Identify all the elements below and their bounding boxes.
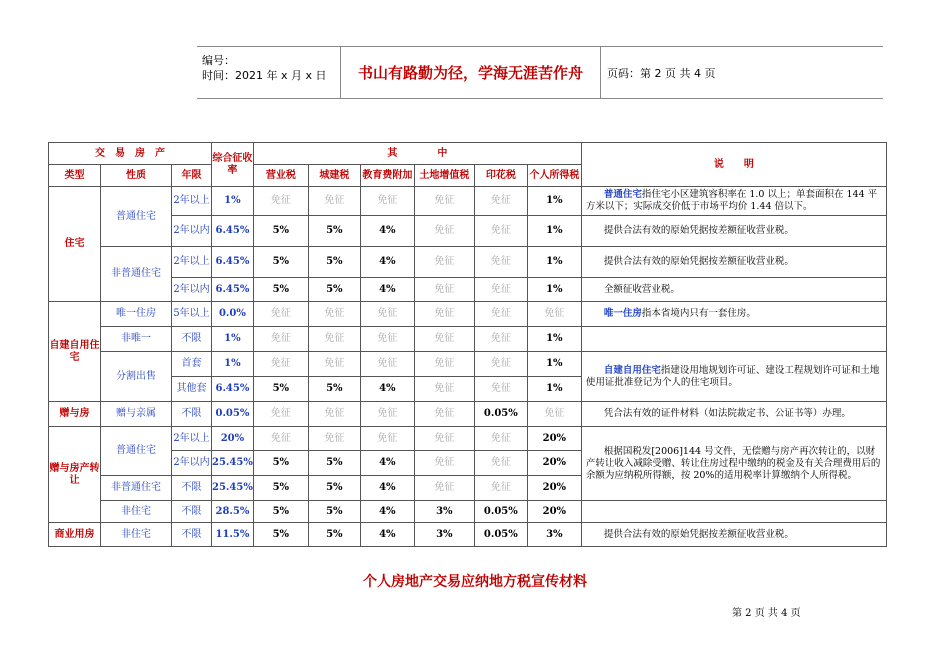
table-row [49, 402, 887, 427]
table-row [49, 352, 887, 377]
cell-year: 5年以上 [172, 302, 212, 327]
table-row [49, 278, 887, 302]
nature-gift-ordinary: 普通住宅 [101, 427, 172, 476]
cell-tax: 免征 [414, 476, 474, 501]
nature-gift-non-ordinary: 非普通住宅 [101, 476, 172, 501]
header-tax-city: 城建税 [308, 165, 360, 187]
cell-tax: 3% [527, 523, 581, 547]
note-empty [581, 327, 886, 352]
cell-tax: 免征 [414, 352, 474, 377]
cell-tax: 5% [253, 523, 308, 547]
cell-tax: 免征 [360, 402, 414, 427]
cell-tax: 4% [360, 278, 414, 302]
cell-tax: 免征 [414, 377, 474, 402]
cell-tax: 5% [253, 377, 308, 402]
tax-table [48, 142, 887, 547]
cell-tax: 免征 [253, 352, 308, 377]
cell-tax: 免征 [474, 352, 527, 377]
note-gift-transfer [581, 427, 886, 501]
nature-only-one: 唯一住房 [101, 302, 172, 327]
cell-rate: 28.5% [212, 501, 254, 523]
cell-tax: 免征 [474, 302, 527, 327]
cell-tax: 0.05% [474, 523, 527, 547]
table-row [49, 501, 887, 523]
note-text: 提供合法有效的原始凭据按差额征收营业税。 [603, 256, 794, 267]
cell-rate: 0.05% [212, 402, 254, 427]
page-number: 第 2 页 共 4 页 [732, 608, 801, 619]
cell-year: 2年以上 [172, 187, 212, 216]
cell-tax: 免征 [414, 216, 474, 247]
header-tax-land: 土地增值税 [414, 165, 474, 187]
cell-tax: 1% [527, 377, 581, 402]
cell-tax: 免征 [308, 427, 360, 451]
note-text: 指建设用地规划许可证、建设工程规划许可证和土地使用证批准登记为个人的住宅项目。 [585, 364, 880, 388]
nature-non-residential: 非住宅 [101, 501, 172, 523]
header-years: 年限 [172, 165, 212, 187]
cell-tax: 1% [527, 187, 581, 216]
nature-split-sale: 分割出售 [101, 352, 172, 402]
header-motto: 书山有路勤为径，学海无涯苦作舟 [341, 47, 601, 98]
cell-tax: 免征 [253, 302, 308, 327]
cell-year: 其他套 [172, 377, 212, 402]
cell-tax: 免征 [474, 451, 527, 476]
cell-rate: 25.45% [212, 476, 254, 501]
table-row [49, 523, 887, 547]
cell-tax: 5% [253, 278, 308, 302]
cell-year: 不限 [172, 327, 212, 352]
note-keyword: 唯一住房 [603, 308, 642, 319]
cell-tax: 4% [360, 216, 414, 247]
nature-ordinary: 普通住宅 [101, 187, 172, 247]
cell-tax: 5% [308, 501, 360, 523]
cell-tax: 免征 [253, 427, 308, 451]
cell-year: 2年以上 [172, 427, 212, 451]
group-commercial: 商业用房 [49, 523, 101, 547]
cell-tax: 5% [308, 451, 360, 476]
note-gift-cert [581, 402, 886, 427]
cell-tax: 1% [527, 216, 581, 247]
note-commercial [581, 523, 886, 547]
group-gift: 赠与房 [49, 402, 101, 427]
header-tax-business: 营业税 [253, 165, 308, 187]
cell-year: 2年以内 [172, 216, 212, 247]
cell-tax: 免征 [474, 377, 527, 402]
cell-tax: 5% [308, 476, 360, 501]
table-row [49, 302, 887, 327]
cell-year: 不限 [172, 501, 212, 523]
cell-tax: 免征 [414, 247, 474, 278]
cell-tax: 免征 [474, 278, 527, 302]
cell-tax: 20% [527, 427, 581, 451]
cell-tax: 5% [253, 501, 308, 523]
cell-tax: 免征 [253, 402, 308, 427]
cell-tax: 4% [360, 523, 414, 547]
cell-tax: 3% [414, 501, 474, 523]
header-property: 交 易 房 产 [49, 143, 212, 165]
cell-tax: 3% [414, 523, 474, 547]
cell-tax: 5% [308, 523, 360, 547]
nature-non-ordinary: 非普通住宅 [101, 247, 172, 302]
cell-tax: 免征 [308, 302, 360, 327]
table-header-row [49, 143, 887, 165]
note-text: 凭合法有效的证件材料（如法院裁定书、公证书等）办理。 [603, 408, 851, 419]
cell-tax: 免征 [474, 327, 527, 352]
cell-tax: 0.05% [474, 402, 527, 427]
table-row [49, 327, 887, 352]
cell-tax: 免征 [527, 302, 581, 327]
cell-rate: 0.0% [212, 302, 254, 327]
table-row [49, 247, 887, 278]
header-tax-income: 个人所得税 [527, 165, 581, 187]
cell-tax: 5% [308, 377, 360, 402]
cell-tax: 免征 [414, 187, 474, 216]
cell-rate: 11.5% [212, 523, 254, 547]
nature-commercial-non-residential: 非住宅 [101, 523, 172, 547]
cell-tax: 5% [308, 278, 360, 302]
cell-year: 2年以内 [172, 451, 212, 476]
cell-tax: 免征 [474, 247, 527, 278]
cell-tax: 5% [253, 476, 308, 501]
cell-tax: 4% [360, 247, 414, 278]
cell-tax: 0.05% [474, 501, 527, 523]
cell-rate: 6.45% [212, 247, 254, 278]
cell-tax: 1% [527, 352, 581, 377]
header-type: 类型 [49, 165, 101, 187]
cell-tax: 免征 [308, 327, 360, 352]
cell-tax: 免征 [414, 402, 474, 427]
note-text: 指住宅小区建筑容积率在 1.0 以上；单套面积在 144 平方米以下；实际成交价低于市场平均价 1.44 倍以下。 [585, 189, 878, 212]
cell-rate: 20% [212, 427, 254, 451]
note-ordinary [581, 187, 886, 216]
cell-rate: 6.45% [212, 278, 254, 302]
note-text: 提供合法有效的原始凭据按差额征收营业税。 [603, 528, 794, 540]
cell-tax: 5% [308, 247, 360, 278]
cell-year: 首套 [172, 352, 212, 377]
cell-tax: 1% [527, 327, 581, 352]
cell-tax: 20% [527, 501, 581, 523]
cell-tax: 免征 [253, 187, 308, 216]
cell-tax: 20% [527, 451, 581, 476]
group-gift-transfer: 赠与房产转让 [49, 427, 101, 523]
cell-tax: 免征 [474, 476, 527, 501]
note-original-voucher [581, 247, 886, 278]
cell-tax: 免征 [527, 402, 581, 427]
cell-tax: 免征 [414, 327, 474, 352]
note-empty [581, 501, 886, 523]
group-self-built: 自建自用住宅 [49, 302, 101, 402]
cell-tax: 5% [308, 216, 360, 247]
note-text: 指本省境内只有一套住房。 [641, 308, 756, 319]
cell-tax: 免征 [414, 278, 474, 302]
cell-tax: 免征 [360, 352, 414, 377]
note-text: 提供合法有效的原始凭据按差额征收营业税。 [603, 225, 794, 236]
cell-tax: 免征 [474, 427, 527, 451]
cell-rate: 6.45% [212, 216, 254, 247]
note-keyword: 自建自用住宅 [603, 364, 661, 376]
group-housing: 住宅 [49, 187, 101, 302]
cell-rate: 25.45% [212, 451, 254, 476]
cell-tax: 免征 [253, 327, 308, 352]
cell-tax: 免征 [360, 427, 414, 451]
header-tax-education: 教育费附加 [360, 165, 414, 187]
cell-rate: 1% [212, 187, 254, 216]
cell-tax: 4% [360, 476, 414, 501]
cell-year: 不限 [172, 402, 212, 427]
cell-rate: 6.45% [212, 377, 254, 402]
cell-tax: 免征 [308, 402, 360, 427]
header-page-label: 页码：第 2 页 共 4 页 [607, 66, 716, 80]
nature-gift-relatives: 赠与亲属 [101, 402, 172, 427]
cell-year: 不限 [172, 476, 212, 501]
cell-tax: 4% [360, 501, 414, 523]
time-label: 时间：2021 年 x 月 x 日 [202, 69, 327, 82]
cell-tax: 免征 [414, 451, 474, 476]
header-nature: 性质 [101, 165, 172, 187]
header-meta [197, 47, 341, 98]
cell-year: 不限 [172, 523, 212, 547]
header-rate: 综合征收率 [212, 143, 254, 187]
note-keyword: 普通住宅 [603, 189, 642, 200]
cell-tax: 免征 [414, 427, 474, 451]
document-title: 个人房地产交易应纳地方税宣传材料 [363, 574, 587, 590]
note-original-voucher [581, 216, 886, 247]
cell-tax: 5% [253, 247, 308, 278]
cell-tax: 5% [253, 216, 308, 247]
cell-tax: 免征 [474, 216, 527, 247]
table-row [49, 216, 887, 247]
document-header [197, 46, 883, 99]
nature-not-only: 非唯一 [101, 327, 172, 352]
cell-tax: 5% [253, 451, 308, 476]
note-full-levy [581, 278, 886, 302]
cell-tax: 1% [527, 278, 581, 302]
cell-tax: 1% [527, 247, 581, 278]
note-text: 全额征收营业税。 [603, 283, 680, 295]
number-label: 编号： [202, 54, 235, 67]
cell-year: 2年以内 [172, 278, 212, 302]
cell-rate: 1% [212, 327, 254, 352]
table-row [49, 427, 887, 451]
cell-tax: 4% [360, 451, 414, 476]
header-among: 其 中 [253, 143, 581, 165]
note-only-one [581, 302, 886, 327]
table-row [49, 187, 887, 216]
cell-tax: 免征 [360, 327, 414, 352]
note-text: 根据国税发[2006]144 号文件，无偿赠与房产再次转让的，以财产转让收入减除受赠、转让住房过程中缴纳的税金及有关合理费用后的余额为应纳税所得额，按 20%的适用税率计算缴纳个人所得税。 [585, 445, 881, 481]
cell-tax: 4% [360, 377, 414, 402]
cell-tax: 20% [527, 476, 581, 501]
header-tax-stamp: 印花税 [474, 165, 527, 187]
cell-tax: 免征 [474, 187, 527, 216]
cell-tax: 免征 [360, 302, 414, 327]
cell-tax: 免征 [414, 302, 474, 327]
cell-tax: 免征 [308, 187, 360, 216]
header-note: 说 明 [581, 143, 886, 187]
cell-rate: 1% [212, 352, 254, 377]
cell-tax: 免征 [308, 352, 360, 377]
note-self-built [581, 352, 886, 402]
cell-year: 2年以上 [172, 247, 212, 278]
cell-tax: 免征 [360, 187, 414, 216]
